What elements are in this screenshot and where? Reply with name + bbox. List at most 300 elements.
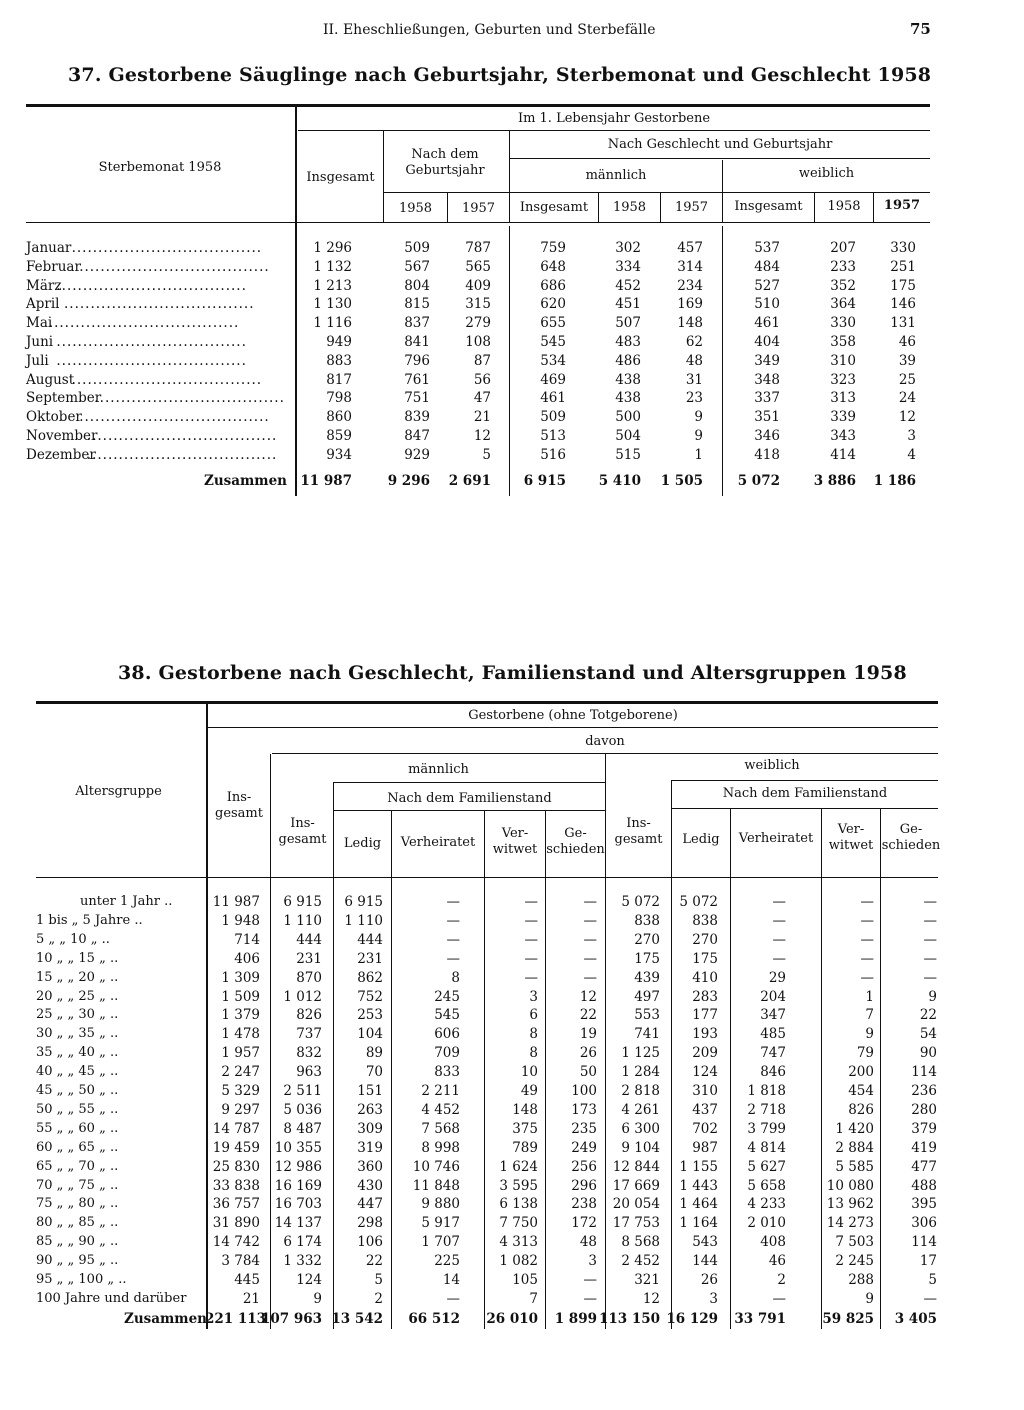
table-cell: 486 bbox=[615, 352, 641, 369]
t38-head-fam-w: Nach dem Familienstand bbox=[722, 786, 888, 801]
table-cell: 270 bbox=[634, 931, 660, 948]
table-cell: — bbox=[860, 969, 874, 986]
table-cell: 48 bbox=[579, 1234, 597, 1251]
table-cell: 565 bbox=[465, 258, 491, 275]
table-cell: 2 511 bbox=[283, 1083, 322, 1099]
table-cell: 1 478 bbox=[221, 1026, 260, 1043]
table-cell: 146 bbox=[890, 296, 916, 313]
leader-dots: .................................... bbox=[71, 240, 263, 256]
row-label: 25 „ „ 30 „ .. bbox=[36, 1007, 119, 1023]
table-cell: — bbox=[524, 912, 538, 929]
table-cell: 9 bbox=[313, 1290, 322, 1307]
table-cell: 1 082 bbox=[499, 1253, 538, 1270]
table-cell: 437 bbox=[692, 1101, 718, 1118]
table-cell: 50 bbox=[579, 1064, 597, 1081]
table-cell: 106 bbox=[357, 1234, 383, 1251]
total-cell: 9 296 bbox=[387, 473, 430, 489]
table-cell: 148 bbox=[512, 1101, 538, 1118]
leader-dots: .................................... bbox=[56, 277, 247, 294]
table-cell: 4 814 bbox=[747, 1139, 786, 1156]
table-cell: — bbox=[772, 1290, 786, 1307]
table-cell: 447 bbox=[357, 1196, 383, 1213]
table-cell: 347 bbox=[760, 1007, 786, 1024]
t38-head-gesch-w: Ge- schieden bbox=[881, 822, 941, 853]
row-label: 30 „ „ 35 „ .. bbox=[36, 1026, 119, 1042]
table-cell: 846 bbox=[760, 1064, 786, 1081]
table-cell: 339 bbox=[830, 409, 856, 426]
table-cell: 963 bbox=[296, 1064, 322, 1081]
row-label: 75 „ „ 80 „ .. bbox=[36, 1196, 119, 1212]
table-cell: 438 bbox=[615, 390, 641, 407]
table-cell: 19 459 bbox=[212, 1139, 260, 1156]
table-cell: 6 138 bbox=[499, 1196, 538, 1213]
table-cell: 358 bbox=[830, 334, 856, 350]
row-label: 70 „ „ 75 „ .. bbox=[36, 1177, 119, 1193]
table-cell: 17 669 bbox=[612, 1177, 660, 1194]
table-cell: 485 bbox=[760, 1026, 786, 1043]
table-cell: 8 568 bbox=[621, 1234, 660, 1251]
t37-head-w-ins: Insgesamt bbox=[734, 199, 803, 214]
table-cell: 23 bbox=[685, 390, 703, 407]
total-cell: 33 791 bbox=[734, 1311, 786, 1327]
table-cell: 8 bbox=[529, 1045, 538, 1062]
table-cell: 9 104 bbox=[621, 1139, 660, 1156]
row-label: 1 bis „ 5 Jahre .. bbox=[36, 912, 143, 928]
table-cell: 100 bbox=[571, 1083, 597, 1099]
table-cell: 2 bbox=[374, 1290, 383, 1307]
table-cell: 9 bbox=[694, 428, 703, 444]
table-cell: 280 bbox=[911, 1101, 937, 1118]
table-cell: 859 bbox=[326, 428, 352, 444]
table-cell: 507 bbox=[615, 315, 641, 332]
table-cell: 1 443 bbox=[679, 1177, 718, 1194]
table-cell: 49 bbox=[520, 1083, 538, 1099]
table-cell: 296 bbox=[571, 1177, 597, 1194]
table-cell: 288 bbox=[848, 1272, 874, 1288]
table-cell: 1 116 bbox=[313, 315, 352, 332]
table-cell: 235 bbox=[571, 1120, 597, 1137]
table-cell: 8 998 bbox=[421, 1139, 460, 1156]
table-cell: 225 bbox=[434, 1253, 460, 1270]
table-cell: 837 bbox=[404, 315, 430, 332]
t38-head-verw-m: Ver- witwet bbox=[492, 826, 538, 857]
table-cell: 114 bbox=[911, 1234, 937, 1251]
table-cell: 1 164 bbox=[679, 1215, 718, 1232]
table-cell: 1 296 bbox=[313, 240, 352, 256]
row-label: Juni bbox=[26, 334, 54, 350]
table-cell: 406 bbox=[234, 950, 260, 967]
table-cell: 14 273 bbox=[826, 1215, 874, 1232]
table-cell: 545 bbox=[540, 334, 566, 350]
t38-head-stub: Altersgruppe bbox=[75, 784, 162, 799]
table-cell: 26 bbox=[700, 1272, 718, 1288]
t38-head-davon: davon bbox=[585, 734, 625, 749]
t38-head-insg-m: Ins- gesamt bbox=[278, 816, 327, 847]
table-cell: 862 bbox=[357, 969, 383, 986]
row-label: 80 „ „ 85 „ .. bbox=[36, 1215, 119, 1231]
table-cell: 173 bbox=[571, 1101, 597, 1118]
table-cell: — bbox=[772, 912, 786, 929]
t38-head-insg-total: Ins- gesamt bbox=[215, 790, 263, 821]
table-cell: 741 bbox=[634, 1026, 660, 1043]
table-cell: 787 bbox=[465, 240, 491, 256]
table-cell: 497 bbox=[634, 988, 660, 1005]
total-cell: 3 405 bbox=[894, 1311, 937, 1327]
table-cell: 47 bbox=[473, 390, 491, 407]
table-cell: 987 bbox=[692, 1139, 718, 1156]
table-cell: 534 bbox=[540, 352, 566, 369]
table-cell: 949 bbox=[326, 334, 352, 350]
row-label: 35 „ „ 40 „ .. bbox=[36, 1045, 119, 1061]
table-cell: 330 bbox=[830, 315, 856, 332]
table-cell: 430 bbox=[357, 1177, 383, 1194]
table-cell: 21 bbox=[242, 1290, 260, 1307]
table-cell: 12 bbox=[642, 1290, 660, 1307]
table-cell: — bbox=[583, 1272, 597, 1288]
t38-head-verw-w: Ver- witwet bbox=[828, 822, 874, 853]
total-cell: 1 505 bbox=[660, 473, 703, 489]
leader-dots: .................................... bbox=[48, 315, 240, 332]
table-cell: 409 bbox=[465, 277, 491, 294]
table-cell: 10 746 bbox=[412, 1158, 460, 1175]
table-cell: 263 bbox=[357, 1101, 383, 1118]
table-cell: 48 bbox=[685, 352, 703, 369]
leader-dots: .................................... bbox=[79, 258, 270, 275]
table-cell: 33 838 bbox=[212, 1177, 260, 1194]
table-cell: 395 bbox=[911, 1196, 937, 1213]
table-cell: 379 bbox=[911, 1120, 937, 1137]
leader-dots: .................................... bbox=[71, 371, 263, 388]
table-cell: 513 bbox=[540, 428, 566, 444]
table-cell: 6 bbox=[529, 1007, 538, 1024]
table-cell: 321 bbox=[634, 1272, 660, 1288]
table-cell: 798 bbox=[326, 390, 352, 407]
table-cell: 314 bbox=[677, 258, 703, 275]
table-cell: 817 bbox=[326, 371, 352, 388]
table-cell: 509 bbox=[540, 409, 566, 426]
row-label: 55 „ „ 60 „ .. bbox=[36, 1120, 119, 1136]
table-cell: 148 bbox=[677, 315, 703, 332]
row-label: 15 „ „ 20 „ .. bbox=[36, 969, 119, 985]
table-cell: — bbox=[772, 950, 786, 967]
table-cell: 761 bbox=[404, 371, 430, 388]
table-cell: 655 bbox=[540, 315, 566, 332]
table-cell: 737 bbox=[296, 1026, 322, 1043]
table-cell: 461 bbox=[754, 315, 780, 332]
leader-dots: .................................... bbox=[79, 409, 270, 426]
table-cell: 408 bbox=[760, 1234, 786, 1251]
table-cell: 4 233 bbox=[747, 1196, 786, 1213]
table-cell: 12 bbox=[898, 409, 916, 426]
table-cell: 17 bbox=[919, 1253, 937, 1270]
table-cell: 1 379 bbox=[221, 1007, 260, 1024]
t38-head-ledig-w: Ledig bbox=[682, 832, 720, 847]
table-cell: 253 bbox=[357, 1007, 383, 1024]
table-cell: 1 509 bbox=[221, 988, 260, 1005]
table-cell: 24 bbox=[898, 390, 916, 407]
table-cell: 3 bbox=[588, 1253, 597, 1270]
table-cell: 509 bbox=[404, 240, 430, 256]
total-cell: 113 150 bbox=[598, 1311, 660, 1327]
t37-head-sex: Nach Geschlecht und Geburtsjahr bbox=[607, 137, 833, 152]
table-cell: 1 125 bbox=[621, 1045, 660, 1062]
row-label: März bbox=[26, 277, 62, 294]
table-cell: 648 bbox=[540, 258, 566, 275]
table-38-title: 38. Gestorbene nach Geschlecht, Familienstand und Altersgruppen 1958 bbox=[118, 662, 907, 684]
table-cell: 108 bbox=[465, 334, 491, 350]
t38-head-gesch-m: Ge- schieden bbox=[546, 826, 605, 857]
table-cell: 14 bbox=[442, 1272, 460, 1288]
table-cell: 169 bbox=[677, 296, 703, 313]
t37-head-1957: 1957 bbox=[461, 201, 496, 216]
table-cell: 553 bbox=[634, 1007, 660, 1024]
t37-head-group: Im 1. Lebensjahr Gestorbene bbox=[517, 111, 711, 126]
table-cell: 860 bbox=[326, 409, 352, 426]
table-cell: 351 bbox=[754, 409, 780, 426]
table-cell: 6 174 bbox=[283, 1234, 322, 1251]
table-cell: 543 bbox=[692, 1234, 718, 1251]
table-cell: 104 bbox=[357, 1026, 383, 1043]
table-cell: 419 bbox=[911, 1139, 937, 1156]
table-cell: — bbox=[524, 969, 538, 986]
table-cell: 461 bbox=[540, 390, 566, 407]
table-cell: 352 bbox=[830, 277, 856, 294]
table-cell: 20 054 bbox=[612, 1196, 660, 1213]
table-cell: 545 bbox=[434, 1007, 460, 1024]
table-cell: 175 bbox=[692, 950, 718, 967]
t38-head-fam-m: Nach dem Familienstand bbox=[387, 791, 552, 806]
total-cell: 26 010 bbox=[486, 1311, 538, 1327]
t38-head-insg-w: Ins- gesamt bbox=[614, 816, 663, 847]
table-cell: 204 bbox=[760, 988, 786, 1005]
table-cell: 9 297 bbox=[221, 1101, 260, 1118]
table-cell: 838 bbox=[692, 912, 718, 929]
table-cell: 10 bbox=[520, 1064, 538, 1081]
table-cell: 7 750 bbox=[499, 1215, 538, 1232]
table-cell: — bbox=[446, 1290, 460, 1307]
table-cell: 839 bbox=[404, 409, 430, 426]
leader-dots: .................................... bbox=[56, 334, 247, 350]
table-cell: 3 784 bbox=[221, 1253, 260, 1270]
table-cell: 209 bbox=[692, 1045, 718, 1062]
row-label: 50 „ „ 55 „ .. bbox=[36, 1101, 119, 1117]
table-cell: 17 753 bbox=[612, 1215, 660, 1232]
table-cell: 832 bbox=[296, 1045, 322, 1062]
table-cell: 8 bbox=[529, 1026, 538, 1043]
table-cell: 527 bbox=[754, 277, 780, 294]
table-cell: 444 bbox=[296, 931, 322, 948]
table-cell: 6 915 bbox=[283, 894, 322, 910]
table-cell: 4 bbox=[907, 446, 916, 463]
table-cell: 3 bbox=[907, 428, 916, 444]
row-label: 10 „ „ 15 „ .. bbox=[36, 950, 119, 966]
table-cell: 175 bbox=[634, 950, 660, 967]
total-cell: 5 410 bbox=[598, 473, 641, 489]
total-cell: 13 542 bbox=[331, 1311, 383, 1327]
t38-head-ledig-m: Ledig bbox=[343, 836, 382, 851]
table-cell: 747 bbox=[760, 1045, 786, 1062]
table-cell: 438 bbox=[615, 371, 641, 388]
row-label: Mai bbox=[26, 315, 53, 332]
table-cell: 8 bbox=[451, 969, 460, 986]
table-cell: 451 bbox=[615, 296, 641, 313]
table-cell: 410 bbox=[692, 969, 718, 986]
row-label: 65 „ „ 70 „ .. bbox=[36, 1158, 119, 1174]
table-cell: 2 884 bbox=[835, 1139, 874, 1156]
table-cell: 759 bbox=[540, 240, 566, 256]
table-cell: 752 bbox=[357, 988, 383, 1005]
table-cell: 6 300 bbox=[621, 1120, 660, 1137]
t38-head-group: Gestorbene (ohne Totgeborene) bbox=[468, 708, 678, 723]
table-cell: 12 bbox=[579, 988, 597, 1005]
table-cell: 54 bbox=[919, 1026, 937, 1043]
table-cell: 349 bbox=[754, 352, 780, 369]
table-cell: — bbox=[923, 1290, 937, 1307]
table-cell: 510 bbox=[754, 296, 780, 313]
table-cell: 249 bbox=[571, 1139, 597, 1156]
table-cell: 12 bbox=[473, 428, 491, 444]
table-cell: 484 bbox=[754, 258, 780, 275]
table-cell: 8 487 bbox=[283, 1120, 322, 1137]
table-cell: 334 bbox=[615, 258, 641, 275]
t37-head-stub: Sterbemonat 1958 bbox=[98, 160, 222, 175]
table-cell: 826 bbox=[848, 1101, 874, 1118]
total-cell: 66 512 bbox=[408, 1311, 460, 1327]
row-label: 5 „ „ 10 „ .. bbox=[36, 931, 110, 947]
table-cell: 444 bbox=[357, 931, 383, 948]
row-label: Oktober bbox=[26, 409, 82, 426]
total-cell: 11 987 bbox=[300, 473, 352, 489]
table-cell: 5 072 bbox=[679, 894, 718, 910]
table-cell: 702 bbox=[692, 1120, 718, 1137]
table-cell: 124 bbox=[692, 1064, 718, 1081]
table-cell: 751 bbox=[404, 390, 430, 407]
table-cell: 1 332 bbox=[283, 1253, 322, 1270]
table-cell: 1 bbox=[865, 988, 874, 1005]
page-number: 75 bbox=[910, 20, 931, 38]
table-cell: 302 bbox=[615, 240, 641, 256]
table-cell: 231 bbox=[357, 950, 383, 967]
t37-head-1958: 1958 bbox=[398, 201, 433, 216]
table-cell: 11 987 bbox=[212, 894, 260, 910]
table-cell: 2 452 bbox=[621, 1253, 660, 1270]
table-cell: 279 bbox=[465, 315, 491, 332]
table-cell: 16 169 bbox=[274, 1177, 322, 1194]
table-cell: 310 bbox=[830, 352, 856, 369]
table-cell: 1 213 bbox=[313, 277, 352, 294]
table-cell: 789 bbox=[512, 1139, 538, 1156]
table-cell: — bbox=[923, 894, 937, 910]
table-cell: 606 bbox=[434, 1026, 460, 1043]
table-cell: 2 211 bbox=[421, 1083, 460, 1099]
table-cell: 4 452 bbox=[421, 1101, 460, 1118]
table-cell: 9 880 bbox=[421, 1196, 460, 1213]
table-cell: 9 bbox=[928, 988, 937, 1005]
table-cell: 364 bbox=[830, 296, 856, 313]
table-cell: 5 bbox=[928, 1272, 937, 1288]
total-cell: 16 129 bbox=[666, 1311, 718, 1327]
table-cell: 826 bbox=[296, 1007, 322, 1024]
table-cell: — bbox=[860, 950, 874, 967]
table-cell: — bbox=[446, 950, 460, 967]
table-cell: 5 658 bbox=[747, 1177, 786, 1194]
table-cell: 1 464 bbox=[679, 1196, 718, 1213]
total-label: Zusammen bbox=[204, 473, 287, 489]
table-cell: 7 503 bbox=[835, 1234, 874, 1251]
table-cell: — bbox=[583, 950, 597, 967]
t37-head-year: Nach dem Geburtsjahr bbox=[405, 147, 485, 178]
table-cell: 79 bbox=[856, 1045, 874, 1062]
table-cell: 841 bbox=[404, 334, 430, 350]
table-cell: 238 bbox=[571, 1196, 597, 1213]
table-cell: 13 962 bbox=[826, 1196, 874, 1213]
t37-head-m-1958: 1958 bbox=[612, 200, 647, 215]
table-cell: 7 bbox=[865, 1007, 874, 1024]
leader-dots: .................................... bbox=[64, 296, 255, 313]
table-cell: 39 bbox=[898, 352, 916, 369]
table-cell: 62 bbox=[685, 334, 703, 350]
table-cell: 3 595 bbox=[499, 1177, 538, 1194]
table-cell: 815 bbox=[404, 296, 430, 313]
table-cell: 319 bbox=[357, 1139, 383, 1156]
table-cell: 488 bbox=[911, 1177, 937, 1194]
table-cell: 2 818 bbox=[621, 1083, 660, 1099]
row-label: 45 „ „ 50 „ .. bbox=[36, 1083, 119, 1098]
row-label: 20 „ „ 25 „ .. bbox=[36, 988, 119, 1004]
table-cell: 9 bbox=[865, 1290, 874, 1307]
table-cell: 504 bbox=[615, 428, 641, 444]
table-cell: 343 bbox=[830, 428, 856, 444]
table-cell: 4 261 bbox=[621, 1101, 660, 1118]
table-cell: 838 bbox=[634, 912, 660, 929]
table-cell: — bbox=[860, 912, 874, 929]
row-label: Januar bbox=[26, 240, 72, 256]
table-cell: 231 bbox=[296, 950, 322, 967]
table-cell: 172 bbox=[571, 1215, 597, 1232]
row-label: 40 „ „ 45 „ .. bbox=[36, 1064, 119, 1080]
table-cell: 686 bbox=[540, 277, 566, 294]
total-cell: 3 886 bbox=[813, 473, 856, 489]
table-cell: 375 bbox=[512, 1120, 538, 1137]
table-cell: 144 bbox=[692, 1253, 718, 1270]
table-cell: 5 917 bbox=[421, 1215, 460, 1232]
table-cell: 1 707 bbox=[421, 1234, 460, 1251]
table-cell: 12 844 bbox=[612, 1158, 660, 1175]
table-cell: 833 bbox=[434, 1064, 460, 1081]
table-cell: 175 bbox=[890, 277, 916, 294]
table-cell: 5 bbox=[482, 446, 491, 463]
table-cell: 404 bbox=[754, 334, 780, 350]
table-cell: 234 bbox=[677, 277, 703, 294]
table-cell: 70 bbox=[365, 1064, 383, 1081]
table-cell: 870 bbox=[296, 969, 322, 986]
table-cell: 929 bbox=[404, 446, 430, 463]
table-cell: 12 986 bbox=[274, 1158, 322, 1175]
table-cell: 5 627 bbox=[747, 1158, 786, 1175]
table-cell: 883 bbox=[326, 352, 352, 369]
table-cell: 46 bbox=[898, 334, 916, 350]
table-cell: 516 bbox=[540, 446, 566, 463]
table-cell: 10 355 bbox=[274, 1139, 322, 1156]
table-cell: 10 080 bbox=[826, 1177, 874, 1194]
table-cell: 56 bbox=[473, 371, 491, 388]
table-cell: 31 bbox=[685, 371, 703, 388]
row-label: November bbox=[26, 428, 98, 444]
table-cell: 7 568 bbox=[421, 1120, 460, 1137]
table-cell: 22 bbox=[579, 1007, 597, 1024]
table-cell: 177 bbox=[692, 1007, 718, 1024]
row-label: Dezember bbox=[26, 446, 96, 463]
